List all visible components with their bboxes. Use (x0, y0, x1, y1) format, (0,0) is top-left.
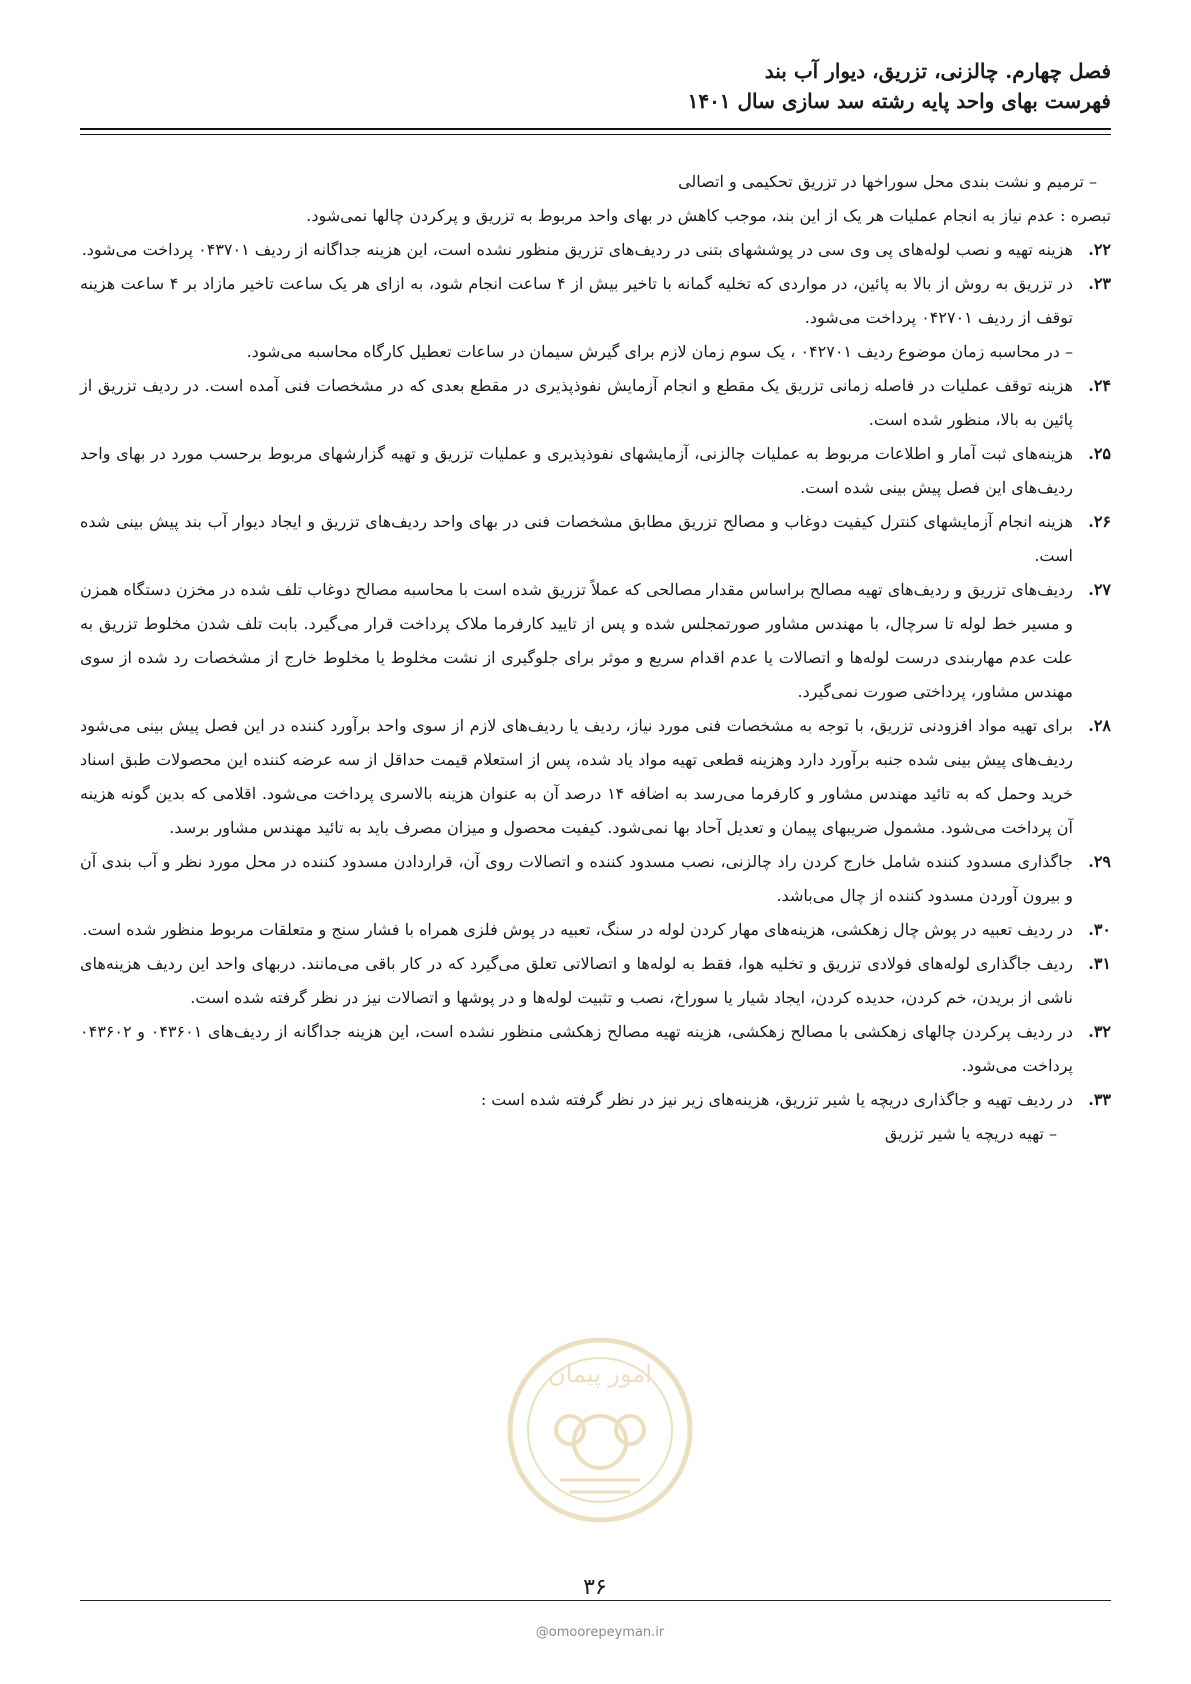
item-number: ۳۳. (1088, 1090, 1111, 1109)
footer-rule (80, 1600, 1111, 1601)
bullet-repair: – ترمیم و نشت بندی محل سوراخها در تزریق تحکیمی و اتصالی (678, 172, 1097, 191)
page-header (80, 56, 1111, 116)
list-item (80, 233, 1111, 267)
item-text: در ردیف تهیه و جاگذاری دریچه یا شیر تزریق، هزینه‌های زیر نیز در نظر گرفته شده است : (480, 1090, 1073, 1109)
seal-logo-icon (500, 1330, 700, 1530)
header-rule-thin (80, 134, 1111, 135)
list-item (80, 437, 1111, 505)
item-number: ۲۳. (1088, 274, 1111, 293)
list-item (80, 505, 1111, 573)
dash-item-33: – تهیه دریچه یا شیر تزریق (884, 1124, 1057, 1143)
website-watermark: @omoorepeyman.ir (535, 1625, 665, 1640)
list-item (80, 947, 1111, 1015)
header-rule-thick (80, 128, 1111, 130)
list-item (80, 913, 1111, 947)
item-number: ۳۱. (1088, 954, 1111, 973)
document-body (80, 165, 1111, 1151)
item-number: ۳۲. (1088, 1022, 1111, 1041)
item-text: هزینه تهیه و نصب لوله‌های پی وی سی در پوششهای بتنی در ردیف‌های تزریق منظور نشده است، این هزینه جداگانه از ردیف ۰۴۳۷۰۱ پرداخت می‌شود. (81, 240, 1073, 259)
list-item (80, 267, 1111, 335)
price-list-title: فهرست بهای واحد پایه رشته سد سازی سال ۱۴۰۱ (687, 89, 1111, 113)
item-text: هزینه توقف عملیات در فاصله زمانی تزریق یک مقطع و انجام آزمایش نفوذپذیری در مقطع بعدی که در مشخصات فنی آمده است. در ردیف تزریق از پائین به بالا، منظور شده است. (80, 376, 1073, 429)
item-number: ۳۰. (1088, 920, 1111, 939)
item-number: ۲۴. (1088, 376, 1111, 395)
watermark-label: امور پیمان (548, 1360, 652, 1388)
list-item (80, 1015, 1111, 1083)
subnote-23: – در محاسبه زمان موضوع ردیف ۰۴۲۷۰۱ ، یک سوم زمان لازم برای گیرش سیمان در ساعات تعطیل کارگاه محاسبه می‌شود. (246, 342, 1073, 361)
item-text: در ردیف پرکردن چالهای زهکشی با مصالح زهکشی، هزینه تهیه مصالح زهکشی منظور نشده است، این هزینه جداگانه از ردیف‌های ۰۴۳۶۰۱ و ۰۴۳۶۰۲ پرداخت می‌شود. (80, 1022, 1074, 1075)
item-text: جاگذاری مسدود کننده شامل خارج کردن راد چالزنی، نصب مسدود کننده و اتصالات روی آن، قراردادن مسدود کننده در محل مورد نظر و آب بندی آن و بیرون آوردن مسدود کننده از چال می‌باشد. (80, 852, 1073, 905)
item-number: ۲۵. (1088, 444, 1111, 463)
item-number: ۲۲. (1088, 240, 1111, 259)
item-text: در ردیف تعبیه در پوش چال زهکشی، هزینه‌های مهار کردن لوله در سنگ، تعبیه در پوش فلزی همراه با فشار سنج و متعلقات مربوط منظور شده است. (82, 920, 1073, 939)
list-item (80, 573, 1111, 709)
item-number: ۲۷. (1088, 580, 1111, 599)
item-text: ردیف جاگذاری لوله‌های فولادی تزریق و تخلیه هوا، فقط به لوله‌ها و اتصالاتی تعلق می‌گیرد که در کار باقی می‌مانند. دربهای واحد این ردیف هزینه‌های ناشی از بریدن، خم کردن، حدیده کردن، ایجاد شیار یا سوراخ، نصب و تثبیت لوله‌ها و در پوشها و اتصالات نیز در نظر گرفته شده است. (80, 954, 1073, 1007)
item-text: ردیف‌های تزریق و ردیف‌های تهیه مصالح براساس مقدار مصالحی که عملاً تزریق شده است با محاسبه مصالح دوغاب تلف شده در مخزن دستگاه همزن و مسیر خط لوله تا سرچال، با مهندس مشاور صورتمجلس شده و پس از تایید کارفرما ملاک پرداخت قرار می‌گیرد. بابت تلف شدن مخلوط تزریق به علت عدم مهاربندی درست لوله‌ها و اتصالات یا عدم اقدام سریع و موثر برای جلوگیری از نشت مخلوط یا مخلوط خارج از مشخصات رد شده از سوی مهندس مشاور، پرداختی صورت نمی‌گیرد. (80, 580, 1074, 701)
item-number: ۲۶. (1088, 512, 1111, 531)
item-number: ۲۹. (1088, 852, 1111, 871)
list-item (80, 369, 1111, 437)
item-number: ۲۸. (1088, 716, 1111, 735)
chapter-title: فصل چهارم. چالزنی، تزریق، دیوار آب بند (764, 59, 1111, 83)
page-number: ۳۶ (560, 1575, 630, 1600)
list-item (80, 1083, 1111, 1117)
item-text: هزینه انجام آزمایشهای کنترل کیفیت دوغاب و مصالح تزریق مطابق مشخصات فنی در بهای واحد ردیف‌های تزریق و ایجاد دیوار آب بند پیش بینی شده است. (80, 512, 1073, 565)
list-item (80, 709, 1111, 845)
note-1: تبصره : عدم نیاز به انجام عملیات هر یک از این بند، موجب کاهش در بهای واحد مربوط به تزریق و پرکردن چالها نمی‌شود. (306, 206, 1111, 225)
item-text: برای تهیه مواد افزودنی تزریق، با توجه به مشخصات فنی مورد نیاز، ردیف یا ردیف‌های لازم از سوی واحد برآورد کننده در این فصل پیش بینی می‌شود ردیف‌های پیش بینی شده جنبه برآورد دارد وهزینه قطعی تهیه مواد یاد شده، پس از استعلام قیمت حداقل از سه عرضه کننده این محصولات طبق اسناد خرید وحمل که به تائید مهندس مشاور و کارفرما می‌رسد به اضافه ۱۴ درصد آن به عنوان هزینه بالاسری پرداخت می‌شود. اقلامی که بدین گونه هزینه آن پرداخت می‌شود. مشمول ضریبهای پیمان و تعدیل آحاد بها نمی‌شود. کیفیت محصول و میزان مصرف باید به تائید مهندس مشاور برسد. (80, 716, 1074, 837)
item-text: هزینه‌های ثبت آمار و اطلاعات مربوط به عملیات چالزنی، آزمایشهای نفوذپذیری و عملیات تزریق و تهیه گزارشهای مربوط برحسب مورد در بهای واحد ردیف‌های این فصل پیش بینی شده است. (80, 444, 1074, 497)
list-item (80, 845, 1111, 913)
item-text: در تزریق به روش از بالا به پائین، در مواردی که تخلیه گمانه با تاخیر بیش از ۴ ساعت انجام شود، به ازای هر یک ساعت تاخیر مازاد بر ۴ ساعت هزینه توقف از ردیف ۰۴۲۷۰۱ پرداخت می‌شود. (80, 274, 1074, 327)
